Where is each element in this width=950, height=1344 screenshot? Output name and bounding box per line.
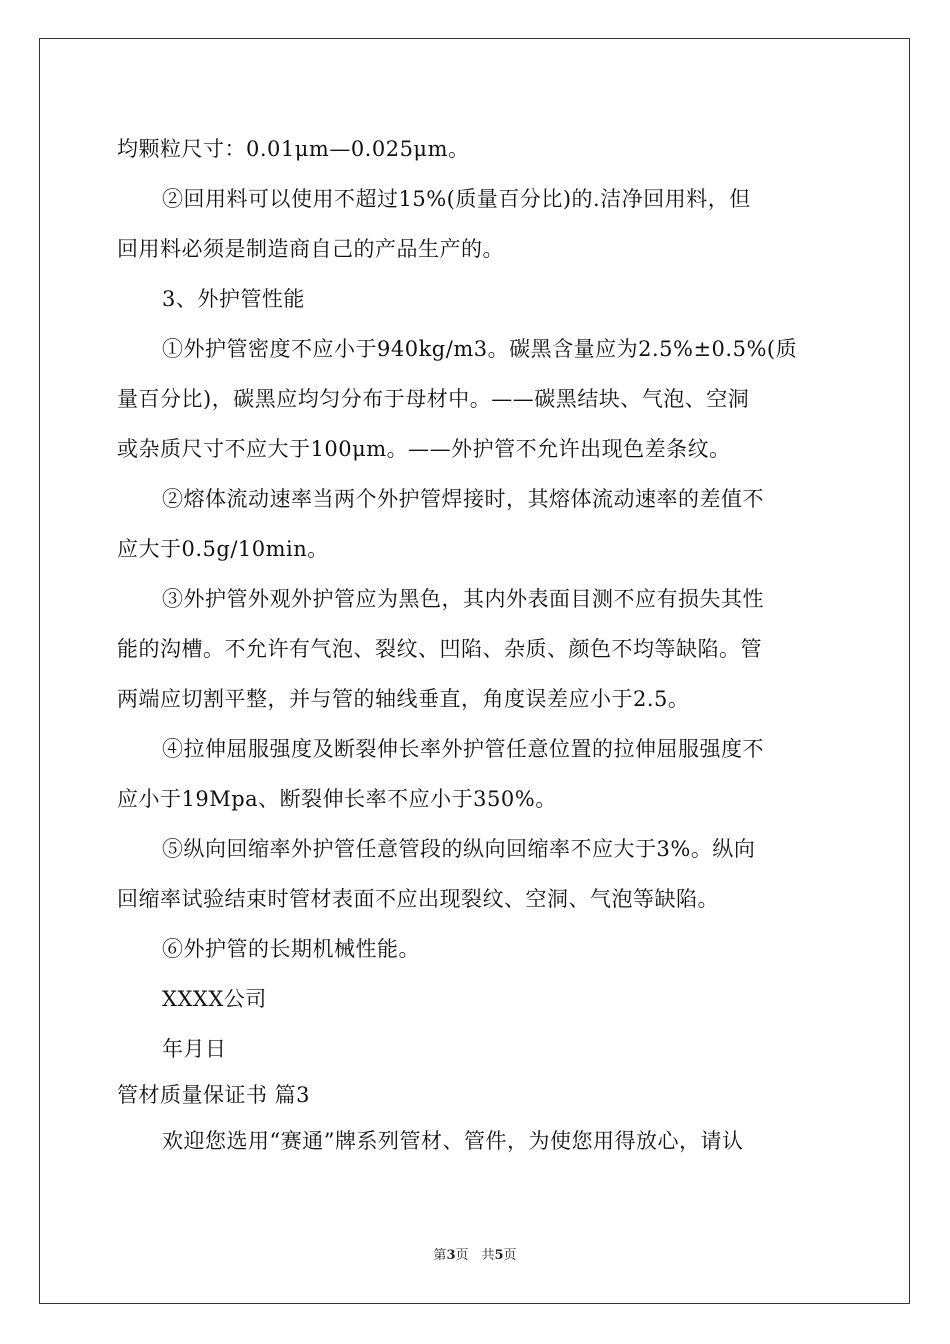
text-line: 应小于19Mpa、断裂伸长率不应小于350%。 <box>117 787 557 811</box>
footer-prefix: 第 <box>433 1248 447 1263</box>
footer-suffix: 页 <box>503 1248 517 1263</box>
text-line: 欢迎您选用“赛通”牌系列管材、管件，为使您用得放心，请认 <box>162 1129 744 1153</box>
text-line: ②回用料可以使用不超过15%(质量百分比)的.洁净回用料，但 <box>162 187 751 211</box>
text-line: ④拉伸屈服强度及断裂伸长率外护管任意位置的拉伸屈服强度不 <box>162 737 764 761</box>
text-line: 量百分比)，碳黑应均匀分布于母材中。——碳黑结块、气泡、空洞 <box>117 387 750 411</box>
text-line: 回用料必须是制造商自己的产品生产的。 <box>117 237 504 261</box>
text-line: 回缩率试验结束时管材表面不应出现裂纹、空洞、气泡等缺陷。 <box>117 887 719 911</box>
section-title: 管材质量保证书 篇3 <box>117 1083 311 1107</box>
text-line: 均颗粒尺寸：0.01μm—0.025μm。 <box>117 137 470 161</box>
text-line: 两端应切割平整，并与管的轴线垂直，角度误差应小于2.5。 <box>117 687 690 711</box>
company-name: XXXX公司 <box>162 987 267 1011</box>
document-body <box>117 124 833 1166</box>
text-line: ①外护管密度不应小于940kg/m3。碳黑含量应为2.5%±0.5%(质 <box>162 337 798 361</box>
text-line: ⑥外护管的长期机械性能。 <box>162 937 420 961</box>
section-heading: 3、外护管性能 <box>162 287 305 311</box>
date-line: 年月日 <box>162 1037 227 1061</box>
footer-mid: 页 共 <box>455 1248 495 1263</box>
total-page-number: 5 <box>494 1248 504 1263</box>
current-page-number: 3 <box>446 1248 456 1263</box>
text-line: 或杂质尺寸不应大于100μm。——外护管不允许出现色差条纹。 <box>117 437 731 461</box>
text-line: 应大于0.5g/10min。 <box>117 537 329 561</box>
text-line: 能的沟槽。不允许有气泡、裂纹、凹陷、杂质、颜色不均等缺陷。管 <box>117 637 762 661</box>
page-footer <box>0 1244 950 1263</box>
text-line: ⑤纵向回缩率外护管任意管段的纵向回缩率不应大于3%。纵向 <box>162 837 756 861</box>
text-line: ②熔体流动速率当两个外护管焊接时，其熔体流动速率的差值不 <box>162 487 764 511</box>
text-line: ③外护管外观外护管应为黑色，其内外表面目测不应有损失其性 <box>162 587 764 611</box>
